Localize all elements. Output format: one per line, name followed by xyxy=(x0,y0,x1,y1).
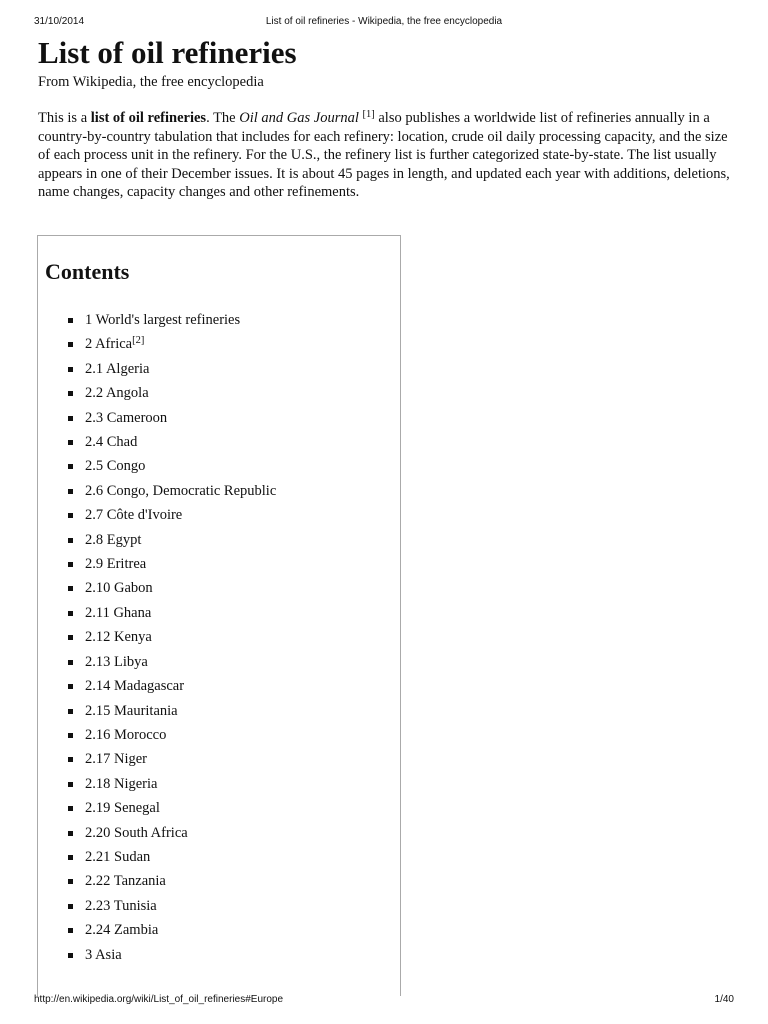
bullet-icon xyxy=(68,806,73,811)
bullet-icon xyxy=(68,489,73,494)
print-page-number: 1/40 xyxy=(714,994,734,1005)
toc-item-africa[interactable] xyxy=(68,332,276,356)
toc-subitem[interactable] xyxy=(68,869,276,893)
toc-subitem-label: 2.12 Kenya xyxy=(85,629,152,646)
toc-subitem[interactable] xyxy=(68,503,276,527)
print-url: http://en.wikipedia.org/wiki/List_of_oil_refineries#Europe xyxy=(34,994,284,1005)
toc-item-label: 3 Asia xyxy=(85,946,122,963)
toc-subitem[interactable] xyxy=(68,381,276,405)
toc-subitem[interactable] xyxy=(68,674,276,698)
toc-subitem-label: 2.1 Algeria xyxy=(85,360,150,377)
bullet-icon xyxy=(68,611,73,616)
toc-subitem[interactable] xyxy=(68,650,276,674)
bullet-icon xyxy=(68,831,73,836)
intro-text-1: This is a xyxy=(38,110,91,126)
toc-subitem-label: 2.8 Egypt xyxy=(85,531,142,548)
toc-subitem[interactable] xyxy=(68,772,276,796)
toc-subitem[interactable] xyxy=(68,601,276,625)
bullet-icon xyxy=(68,928,73,933)
toc-item-largest-refineries[interactable] xyxy=(68,308,276,332)
toc-subitem-label: 2.22 Tanzania xyxy=(85,873,166,890)
toc-subitem-label: 2.3 Cameroon xyxy=(85,409,168,426)
bullet-icon xyxy=(68,464,73,469)
toc-subitem[interactable] xyxy=(68,894,276,918)
toc-subitem-label: 2.5 Congo xyxy=(85,458,146,475)
bullet-icon xyxy=(68,562,73,567)
bullet-icon xyxy=(68,586,73,591)
toc-subitem-label: 2.15 Mauritania xyxy=(85,702,178,719)
bullet-icon xyxy=(68,855,73,860)
toc-subitem[interactable] xyxy=(68,479,276,503)
print-date: 31/10/2014 xyxy=(34,16,85,27)
bullet-icon xyxy=(68,953,73,958)
toc-subitem[interactable] xyxy=(68,918,276,942)
toc-subitem[interactable] xyxy=(68,821,276,845)
bullet-icon xyxy=(68,684,73,689)
print-page-title: List of oil refineries - Wikipedia, the free encyclopedia xyxy=(265,16,503,27)
toc-subitem[interactable] xyxy=(68,723,276,747)
toc-subitem[interactable] xyxy=(68,845,276,869)
bullet-icon xyxy=(68,733,73,738)
toc-subitem-label: 2.23 Tunisia xyxy=(85,897,157,914)
article-content xyxy=(38,34,738,216)
toc-heading: Contents xyxy=(45,259,130,284)
toc-subitem[interactable] xyxy=(68,406,276,430)
toc-subitem-label: 2.7 Côte d'Ivoire xyxy=(85,507,183,524)
bullet-icon xyxy=(68,416,73,421)
intro-bold-link[interactable]: list of oil refineries xyxy=(90,110,207,126)
bullet-icon xyxy=(68,367,73,372)
bullet-icon xyxy=(68,879,73,884)
page-title: List of oil refineries xyxy=(38,35,297,70)
toc-subitem[interactable] xyxy=(68,552,276,576)
intro-paragraph xyxy=(38,109,738,202)
toc-subitem[interactable] xyxy=(68,528,276,552)
toc-item-asia[interactable] xyxy=(68,943,276,967)
reference-2[interactable]: [2] xyxy=(132,335,145,347)
bullet-icon xyxy=(68,660,73,665)
toc-subitem[interactable] xyxy=(68,357,276,381)
print-footer xyxy=(0,994,768,1008)
toc-subitem-label: 2.20 South Africa xyxy=(85,824,188,841)
bullet-icon xyxy=(68,342,73,347)
toc-subitem-label: 2.9 Eritrea xyxy=(85,556,147,573)
print-header xyxy=(0,16,768,30)
bullet-icon xyxy=(68,904,73,909)
tagline: From Wikipedia, the free encyclopedia xyxy=(38,74,264,90)
toc-subitem[interactable] xyxy=(68,430,276,454)
bullet-icon xyxy=(68,440,73,445)
toc-subitem[interactable] xyxy=(68,699,276,723)
intro-text-2: . The xyxy=(206,110,240,126)
bullet-icon xyxy=(68,391,73,396)
toc-subitem[interactable] xyxy=(68,796,276,820)
toc-item-label: 2 Africa xyxy=(85,336,133,353)
toc-subitem-label: 2.14 Madagascar xyxy=(85,678,185,695)
intro-text-3: also publishes a worldwide list of refineries annually in a country-by-country tabulation that includes for each refinery: location, crude oil daily processing capacity, and the size of each process unit in the refinery. For the U.S., the refinery list is further categorized state-by-state. The list usually appears in one of their December issues. It is about 45 pages in length, and updated each year with additions, deletions, name changes, capacity changes and other refinements. xyxy=(38,110,730,200)
toc-subitem-label: 2.24 Zambia xyxy=(85,922,159,939)
toc-subitem[interactable] xyxy=(68,576,276,600)
reference-1[interactable]: [1] xyxy=(362,109,375,120)
bullet-icon xyxy=(68,782,73,787)
journal-link[interactable]: Oil and Gas Journal xyxy=(239,110,359,126)
table-of-contents xyxy=(37,235,401,996)
toc-subitem-label: 2.21 Sudan xyxy=(85,848,151,865)
bullet-icon xyxy=(68,757,73,762)
toc-subitem-label: 2.13 Libya xyxy=(85,653,148,670)
toc-subitem-label: 2.11 Ghana xyxy=(85,604,152,621)
toc-subitem[interactable] xyxy=(68,625,276,649)
bullet-icon xyxy=(68,318,73,323)
toc-subitem-label: 2.4 Chad xyxy=(85,434,138,451)
toc-subitem-label: 2.2 Angola xyxy=(85,385,149,402)
toc-subitem-label: 2.6 Congo, Democratic Republic xyxy=(85,482,277,499)
toc-subitem[interactable] xyxy=(68,454,276,478)
toc-item-label: 1 World's largest refineries xyxy=(85,312,241,328)
bullet-icon xyxy=(68,635,73,640)
toc-subitem-label: 2.17 Niger xyxy=(85,751,148,768)
toc-subitem-label: 2.10 Gabon xyxy=(85,580,153,597)
toc-subitem[interactable] xyxy=(68,747,276,771)
toc-sublist-africa xyxy=(68,357,276,943)
bullet-icon xyxy=(68,513,73,518)
toc-subitem-label: 2.18 Nigeria xyxy=(85,775,158,792)
toc-subitem-label: 2.16 Morocco xyxy=(85,726,167,743)
toc-list xyxy=(68,308,276,967)
bullet-icon xyxy=(68,538,73,543)
bullet-icon xyxy=(68,709,73,714)
toc-sublist-container xyxy=(68,357,276,943)
toc-subitem-label: 2.19 Senegal xyxy=(85,800,160,817)
